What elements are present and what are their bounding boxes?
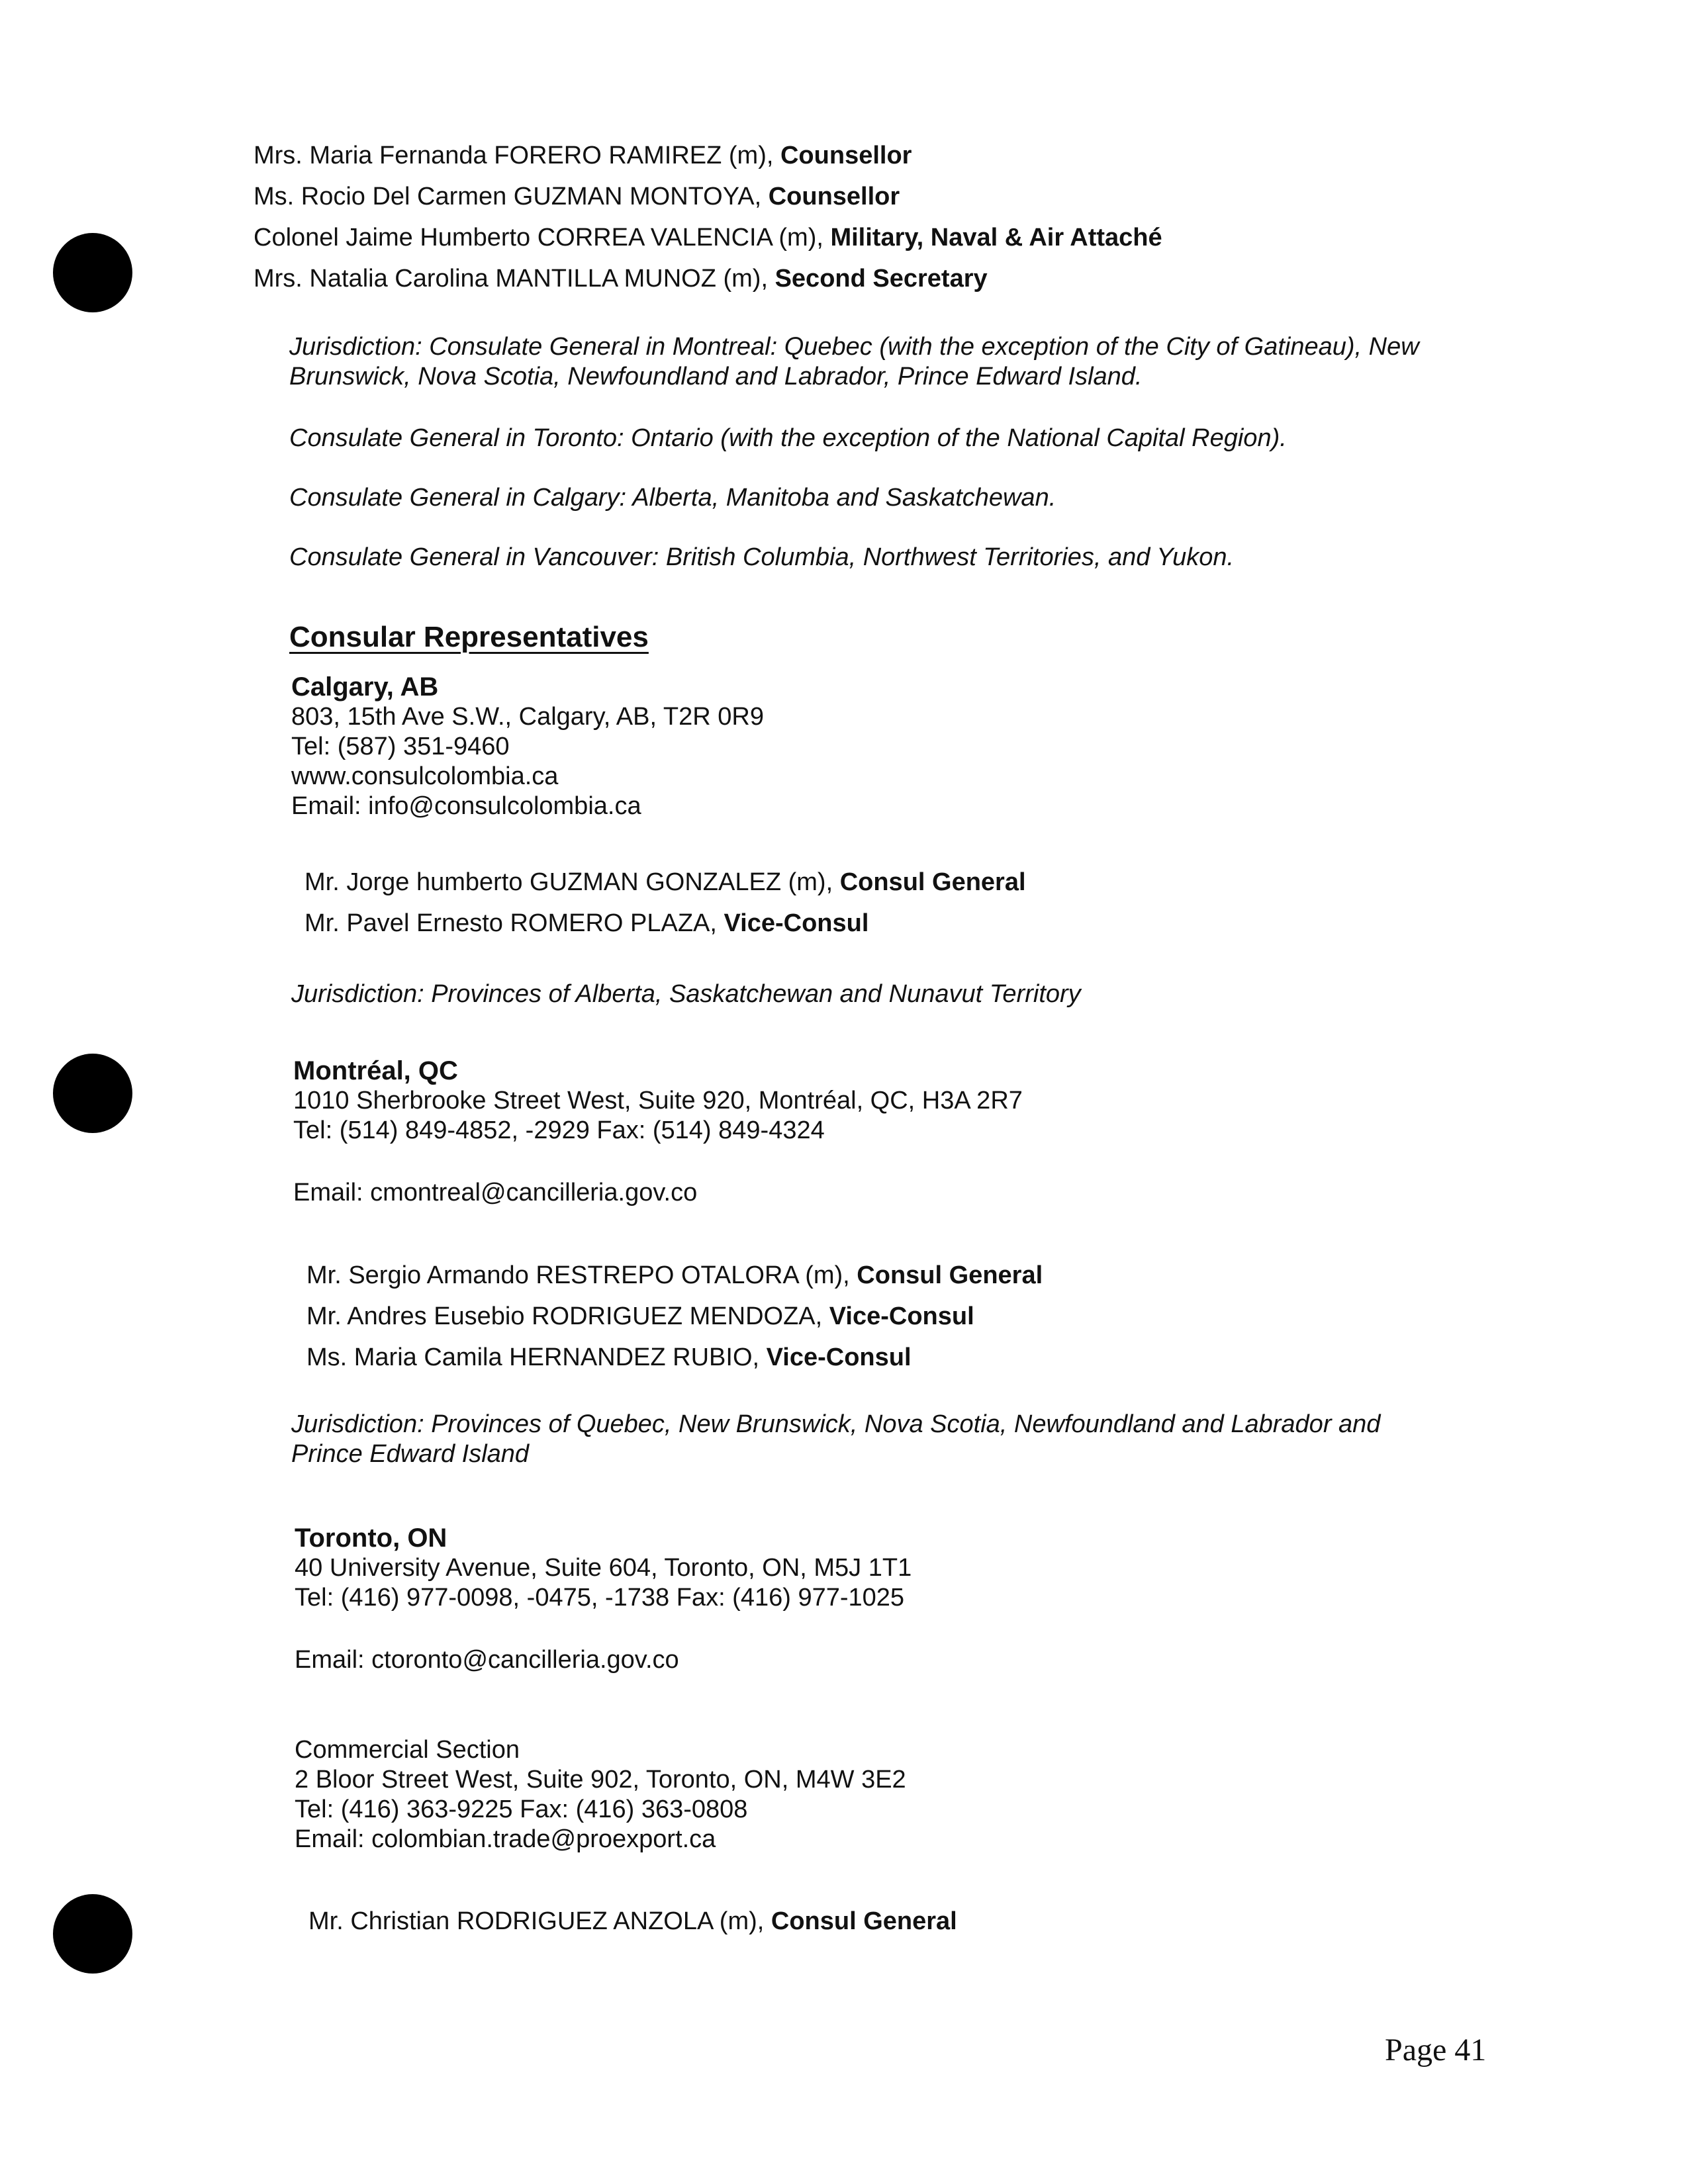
staff-title: Consul General: [839, 868, 1026, 896]
commercial-label: Commercial Section: [295, 1736, 520, 1764]
city-heading: Montréal, QC: [293, 1056, 458, 1085]
jurisdiction-calgary: Consulate General in Calgary: Alberta, Manitoba and Saskatchewan.: [289, 484, 1056, 512]
telephone: Tel: (587) 351-9460: [291, 733, 510, 760]
staff-title: Vice-Consul: [829, 1302, 974, 1330]
staff-name: Mr. Jorge humberto GUZMAN GONZALEZ (m),: [305, 868, 840, 896]
jurisdiction-vancouver: Consulate General in Vancouver: British Columbia, Northwest Territories, and Yukon.: [289, 543, 1235, 571]
staff-title: Consul General: [771, 1907, 957, 1935]
telephone: Tel: (416) 363-9225 Fax: (416) 363-0808: [295, 1796, 748, 1823]
toronto-commercial-section: [295, 1735, 906, 1854]
toronto-email: Email: ctoronto@cancilleria.gov.co: [295, 1646, 679, 1674]
jurisdiction-montreal: Jurisdiction: Consulate General in Montreal: Quebec (with the exception of the City of Gatineau), New Brunswick, Nova Scotia, Newfoundland and Labrador, Prince Edward Island.: [289, 333, 1419, 390]
montreal-staff: [306, 1255, 1043, 1378]
telephone: Tel: (416) 977-0098, -0475, -1738 Fax: (416) 977-1025: [295, 1584, 905, 1612]
staff-name: Colonel Jaime Humberto CORREA VALENCIA (m),: [254, 224, 831, 251]
address: 1010 Sherbrooke Street West, Suite 920, Montréal, QC, H3A 2R7: [293, 1087, 1023, 1115]
staff-name: Mr. Pavel Ernesto ROMERO PLAZA,: [305, 909, 724, 937]
staff-name: Mrs. Maria Fernanda FORERO RAMIREZ (m),: [254, 142, 780, 169]
staff-entry: [306, 1337, 1043, 1378]
binder-hole-bottom: [53, 1894, 132, 1974]
calgary-jurisdiction: Jurisdiction: Provinces of Alberta, Saskatchewan and Nunavut Territory: [291, 980, 1081, 1008]
staff-name: Mrs. Natalia Carolina MANTILLA MUNOZ (m),: [254, 265, 775, 293]
staff-title: Consul General: [857, 1261, 1043, 1289]
calgary-address-block: [291, 672, 764, 821]
calgary-staff: [305, 862, 1026, 944]
staff-title: Counsellor: [768, 183, 900, 210]
montreal-address-block: [293, 1056, 1023, 1146]
staff-entry: [306, 1296, 1043, 1337]
staff-name: Mr. Sergio Armando RESTREPO OTALORA (m),: [306, 1261, 857, 1289]
website: www.consulcolombia.ca: [291, 762, 559, 790]
montreal-email: Email: cmontreal@cancilleria.gov.co: [293, 1179, 698, 1206]
staff-entry: [254, 135, 1162, 176]
binder-hole-middle: [53, 1054, 132, 1133]
section-heading: Consular Representatives: [289, 621, 649, 653]
staff-entry: [305, 903, 1026, 944]
staff-title: Military, Naval & Air Attaché: [830, 224, 1162, 251]
city-heading: Toronto, ON: [295, 1524, 447, 1553]
staff-entry: [305, 862, 1026, 903]
toronto-staff: [308, 1901, 957, 1942]
email: Email: colombian.trade@proexport.ca: [295, 1825, 716, 1853]
staff-name: Mr. Christian RODRIGUEZ ANZOLA (m),: [308, 1907, 771, 1935]
city-heading: Calgary, AB: [291, 672, 439, 702]
email: Email: info@consulcolombia.ca: [291, 792, 641, 820]
address: 40 University Avenue, Suite 604, Toronto, ON, M5J 1T1: [295, 1554, 912, 1582]
staff-title: Second Secretary: [774, 265, 988, 293]
address: 803, 15th Ave S.W., Calgary, AB, T2R 0R9: [291, 703, 764, 731]
telephone: Tel: (514) 849-4852, -2929 Fax: (514) 849-4324: [293, 1116, 825, 1144]
page-number: Page 41: [1385, 2032, 1487, 2068]
staff-entry: [306, 1255, 1043, 1296]
staff-name: Ms. Maria Camila HERNANDEZ RUBIO,: [306, 1343, 767, 1371]
staff-title: Counsellor: [780, 142, 912, 169]
staff-title: Vice-Consul: [766, 1343, 912, 1371]
staff-entry: [254, 258, 1162, 299]
binder-hole-top: [53, 233, 132, 312]
jurisdiction-toronto: Consulate General in Toronto: Ontario (with the exception of the National Capital Region).: [289, 424, 1287, 452]
toronto-address-block: [295, 1524, 912, 1613]
staff-entry: [308, 1901, 957, 1942]
staff-name: Ms. Rocio Del Carmen GUZMAN MONTOYA,: [254, 183, 769, 210]
staff-list-top: [254, 135, 1162, 299]
staff-name: Mr. Andres Eusebio RODRIGUEZ MENDOZA,: [306, 1302, 829, 1330]
staff-entry: [254, 176, 1162, 217]
staff-title: Vice-Consul: [724, 909, 869, 937]
montreal-jurisdiction: Jurisdiction: Provinces of Quebec, New Brunswick, Nova Scotia, Newfoundland and Labrador and Prince Edward Island: [291, 1410, 1381, 1468]
staff-entry: [254, 217, 1162, 258]
address: 2 Bloor Street West, Suite 902, Toronto, ON, M4W 3E2: [295, 1766, 906, 1794]
